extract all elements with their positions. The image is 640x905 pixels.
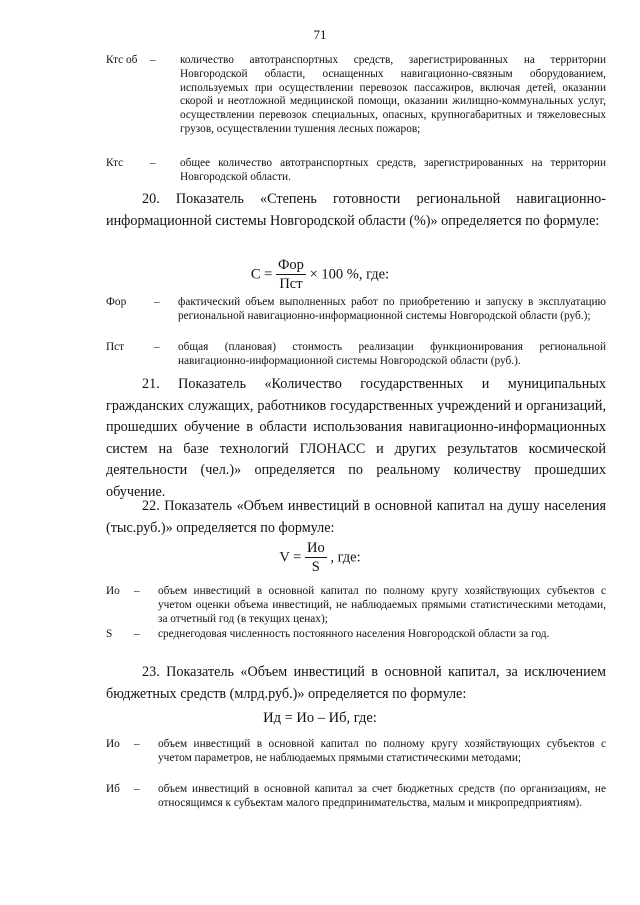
formula-lhs: С = bbox=[250, 266, 273, 283]
formula-20 bbox=[0, 257, 640, 292]
definition-text: фактический объем выполненных работ по приобретению и запуску в эксплуатацию региональной навигационно-информационной системы Новгородской области (руб.); bbox=[178, 296, 606, 322]
formula-23: Ид = Ио – Иб, где: bbox=[263, 710, 377, 726]
definition-dash: – bbox=[154, 296, 160, 308]
paragraph-22: 22. Показатель «Объем инвестиций в основной капитал на душу населения (тыс.руб.)» определяется по формуле: bbox=[106, 498, 606, 536]
formula-lhs: V = bbox=[279, 549, 302, 566]
definition-dash: – bbox=[154, 341, 160, 353]
formula-tail: , где: bbox=[330, 549, 361, 566]
definition-dash: – bbox=[134, 628, 140, 640]
definition-item bbox=[106, 54, 606, 137]
definition-item bbox=[106, 341, 606, 369]
definition-text: общая (плановая) стоимость реализации функционирования региональной навигационно-информационной системы Новгородской области (руб.). bbox=[178, 341, 606, 367]
formula-fraction bbox=[305, 540, 327, 575]
definition-dash: – bbox=[150, 157, 156, 169]
formula-22 bbox=[0, 540, 640, 575]
formula-tail: × 100 %, где: bbox=[309, 266, 390, 283]
definition-text: объем инвестиций в основной капитал по полному кругу хозяйствующих субъектов с учетом параметров, не наблюдаемых прямыми статистическими методами; bbox=[158, 738, 606, 764]
definition-symbol: Ктс bbox=[106, 157, 124, 169]
definition-text: среднегодовая численность постоянного населения Новгородской области за год. bbox=[158, 628, 550, 640]
definition-item bbox=[106, 783, 606, 811]
paragraph-23: 23. Показатель «Объем инвестиций в основной капитал, за исключением бюджетных средств (млрд.руб.)» определяется по формуле: bbox=[106, 664, 606, 702]
definition-item bbox=[106, 738, 606, 766]
definition-symbol: Фор bbox=[106, 296, 127, 308]
definition-dash: – bbox=[134, 738, 140, 750]
definition-dash: – bbox=[134, 585, 140, 597]
definition-item bbox=[106, 296, 606, 324]
formula-numerator: Ио bbox=[306, 540, 325, 556]
definition-text: количество автотранспортных средств, зарегистрированных на территории Новгородской области, оснащенных навигационно-связным оборудованием, используемых при осуществлении перевозок пассажиров, включая детей, оказании скорой и неотложной медицинской помощи, оказании жилищно-коммунальных услуг, осуществлении перевозок специальных, опасных, крупногабаритных и тяжеловесных грузов, осуществлении тушения лесных пожаров; bbox=[180, 54, 606, 135]
definition-text: общее количество автотранспортных средств, зарегистрированных на территории Новгородской области. bbox=[180, 157, 606, 183]
definition-dash: – bbox=[150, 54, 156, 66]
page-number: 71 bbox=[313, 27, 327, 42]
definition-item bbox=[106, 157, 606, 185]
formula-numerator: Фор bbox=[277, 257, 304, 273]
definition-symbol: S bbox=[106, 628, 113, 640]
formula-fraction bbox=[276, 257, 306, 292]
formula-denominator: Пст bbox=[279, 276, 303, 292]
definition-text: объем инвестиций в основной капитал за счет бюджетных средств (по организациям, не относящимся к субъектам малого предпринимательства, малым и микропредприятиям). bbox=[158, 783, 606, 809]
definition-symbol: Ио bbox=[106, 585, 120, 597]
paragraph-21: 21. Показатель «Количество государственных и муниципальных гражданских служащих, работников государственных учреждений и организаций, прошедших обучение в области использования навигационно-информационных систем на базе технологий ГЛОНАСС и других результатов космической деятельности (чел.)» определяется по реальному количеству прошедших обучение. bbox=[106, 376, 606, 500]
paragraph-20: 20. Показатель «Степень готовности региональной навигационно-информационной системы Новгородской области (%)» определяется по формуле: bbox=[106, 191, 606, 229]
definition-item bbox=[106, 585, 606, 626]
definition-dash: – bbox=[134, 783, 140, 795]
definition-symbol: Ио bbox=[106, 738, 120, 750]
definition-item bbox=[106, 628, 606, 642]
definition-symbol: Пст bbox=[106, 341, 125, 353]
definition-symbol: Иб bbox=[106, 783, 120, 795]
formula-denominator: S bbox=[311, 559, 320, 575]
definition-text: объем инвестиций в основной капитал по полному кругу хозяйствующих субъектов с учетом оценки объема инвестиций, не наблюдаемых прямыми статистическими методами, за отчетный год (в текущих ценах); bbox=[158, 585, 606, 625]
definition-symbol: Ктс об bbox=[106, 54, 138, 66]
